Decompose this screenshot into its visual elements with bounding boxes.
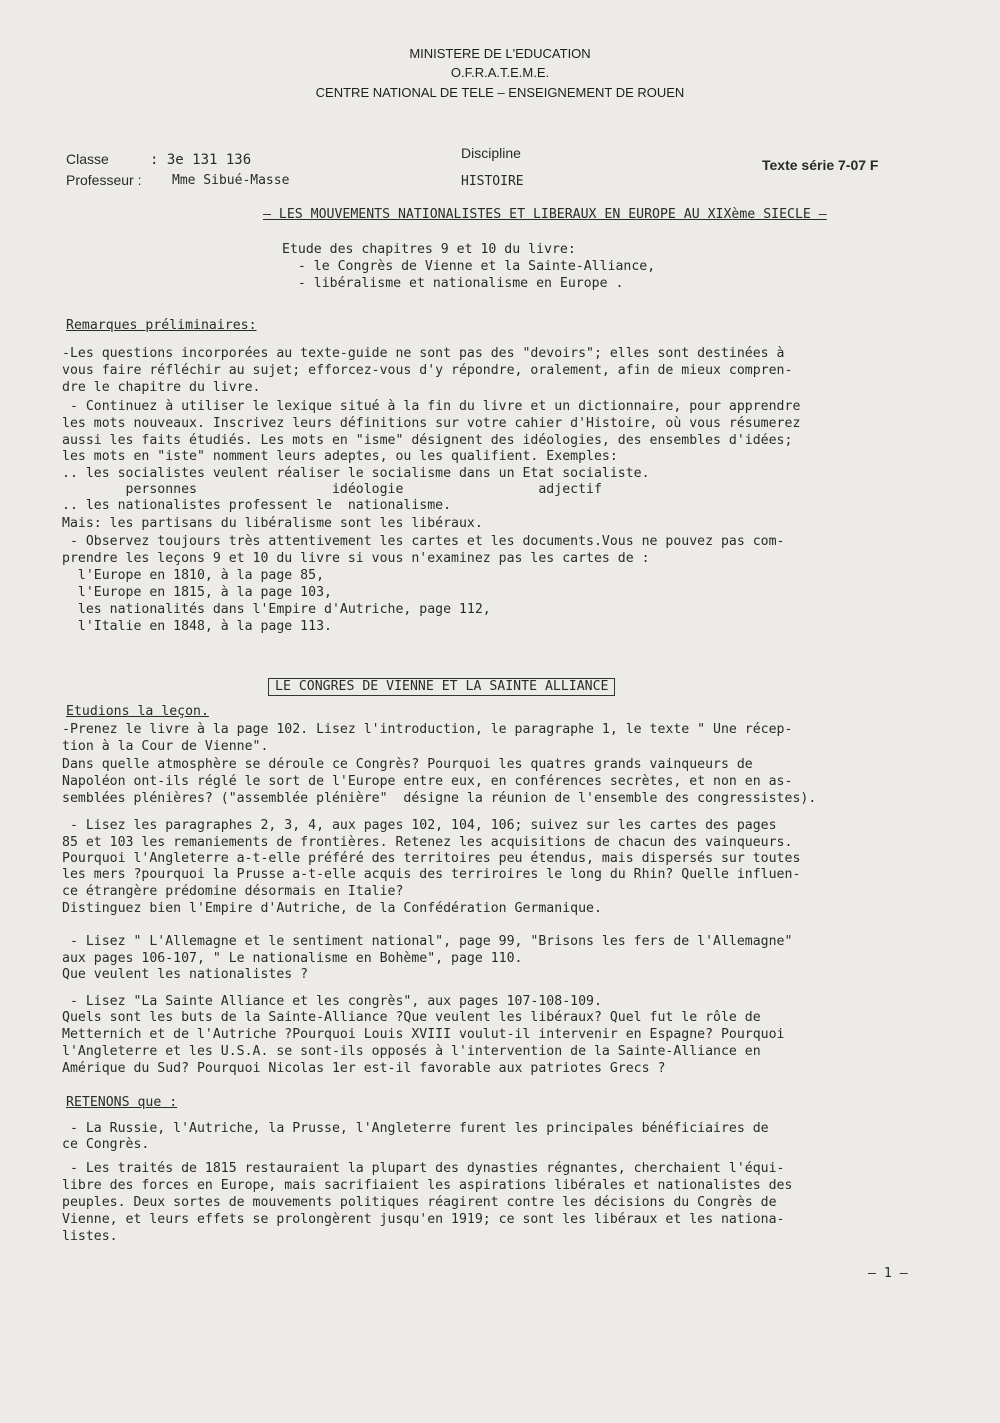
remarks-line: les mots nouveaux. Inscrivez leurs définitions sur votre cahier d'Histoire, où vous résumerez xyxy=(62,416,801,431)
lesson-line: Que veulent les nationalistes ? xyxy=(62,967,309,982)
remarks-heading: Remarques préliminaires: xyxy=(66,318,257,333)
retenons-line: listes. xyxy=(62,1229,118,1244)
lesson-heading: Etudions la leçon. xyxy=(66,704,209,719)
lesson-line: Metternich et de l'Autriche ?Pourquoi Louis XVIII voulut-il intervenir en Espagne? Pourquoi xyxy=(62,1027,785,1042)
remarks-line: vous faire réfléchir au sujet; efforcez-vous d'y répondre, oralement, afin de mieux compren- xyxy=(62,363,793,378)
remarks-line: .. les socialistes veulent réaliser le socialisme dans un Etat socialiste. xyxy=(62,466,650,481)
discipline-label: Discipline xyxy=(461,145,521,161)
lesson-line: - Lisez "La Sainte Alliance et les congrès", aux pages 107-108-109. xyxy=(62,994,602,1009)
retenons-line: - Les traités de 1815 restauraient la plupart des dynasties régnantes, cherchaient l'équi- xyxy=(62,1161,785,1176)
lesson-line: Napoléon ont-ils réglé le sort de l'Europe entre eux, en conférences secrètes, et non en as- xyxy=(62,774,793,789)
lesson-line: Distinguez bien l'Empire d'Autriche, de la Confédération Germanique. xyxy=(62,901,602,916)
discipline-value: HISTOIRE xyxy=(461,174,524,189)
lesson-line: 85 et 103 les remaniements de frontières. Retenez les acquisitions de chacun des vainqueurs. xyxy=(62,835,793,850)
remarks-line: dre le chapitre du livre. xyxy=(62,380,261,395)
retenons-line: libre des forces en Europe, mais sacrifiaient les aspirations libérales et nationalistes des xyxy=(62,1178,793,1193)
classe-label: Classe xyxy=(66,151,109,167)
lesson-line: ce étrangère prédomine désormais en Italie? xyxy=(62,884,404,899)
document-title: – LES MOUVEMENTS NATIONALISTES ET LIBERAUX EN EUROPE AU XIXème SIECLE – xyxy=(263,207,827,222)
section-title: LE CONGRES DE VIENNE ET LA SAINTE ALLIANCE xyxy=(268,678,615,696)
intro-line: - libéralisme et nationalisme en Europe . xyxy=(282,276,624,291)
remarks-line: - Observez toujours très attentivement les cartes et les documents.Vous ne pouvez pas com- xyxy=(62,534,785,549)
serie-label: Texte série 7-07 F xyxy=(762,157,879,173)
office-heading: O.F.R.A.T.E.M.E. xyxy=(450,65,550,80)
retenons-heading: RETENONS que : xyxy=(66,1095,178,1110)
remarks-line: l'Europe en 1815, à la page 103, xyxy=(62,585,332,600)
lesson-line: Quels sont les buts de la Sainte-Alliance ?Que veulent les libéraux? Quel fut le rôle de xyxy=(62,1010,761,1025)
lesson-line: Amérique du Sud? Pourquoi Nicolas 1er est-il favorable aux patriotes Grecs ? xyxy=(62,1061,666,1076)
lesson-line: l'Angleterre et les U.S.A. se sont-ils opposés à l'intervention de la Sainte-Alliance en xyxy=(62,1044,761,1059)
professeur-value: Mme Sibué-Masse xyxy=(172,173,290,188)
lesson-line: -Prenez le livre à la page 102. Lisez l'introduction, le paragraphe 1, le texte " Une récep- xyxy=(62,722,793,737)
retenons-line: - La Russie, l'Autriche, la Prusse, l'Angleterre furent les principales bénéficiaires de xyxy=(62,1121,769,1136)
page-number: – 1 – xyxy=(868,1266,908,1281)
lesson-line: les mers ?pourquoi la Prusse a-t-elle acquis des terriroires le long du Rhin? Quelle influen- xyxy=(62,867,801,882)
remarks-line: l'Europe en 1810, à la page 85, xyxy=(62,568,325,583)
ministry-heading: MINISTERE DE L'EDUCATION xyxy=(409,46,591,61)
lesson-line: semblées plénières? ("assemblée plénière" désigne la réunion de l'ensemble des congressistes). xyxy=(62,791,817,806)
remarks-line: -Les questions incorporées au texte-guide ne sont pas des "devoirs"; elles sont destinées à xyxy=(62,346,785,361)
lesson-line: - Lisez " L'Allemagne et le sentiment national", page 99, "Brisons les fers de l'Allemagne" xyxy=(62,934,793,949)
intro-line: Etude des chapitres 9 et 10 du livre: xyxy=(282,242,576,257)
remarks-line: .. les nationalistes professent le nationalisme. xyxy=(62,498,452,513)
retenons-line: peuples. Deux sortes de mouvements politiques réagirent contre les décisions du Congrès de xyxy=(62,1195,777,1210)
remarks-line: aussi les faits étudiés. Les mots en "isme" désignent des idéologies, des ensembles d'idées; xyxy=(62,433,793,448)
retenons-line: ce Congrès. xyxy=(62,1137,150,1152)
lesson-line: - Lisez les paragraphes 2, 3, 4, aux pages 102, 104, 106; suivez sur les cartes des pages xyxy=(62,818,777,833)
professeur-label: Professeur : xyxy=(66,172,142,188)
remarks-line: prendre les leçons 9 et 10 du livre si vous n'examinez pas les cartes de : xyxy=(62,551,650,566)
lesson-line: tion à la Cour de Vienne". xyxy=(62,739,269,754)
lesson-line: Pourquoi l'Angleterre a-t-elle préféré des territoires peu étendus, mais dispersés sur toutes xyxy=(62,851,801,866)
lesson-line: Dans quelle atmosphère se déroule ce Congrès? Pourquoi les quatres grands vainqueurs de xyxy=(62,757,753,772)
intro-line: - le Congrès de Vienne et la Sainte-Alliance, xyxy=(282,259,656,274)
remarks-line: les mots en "iste" nomment leurs adeptes, ou les qualifient. Exemples: xyxy=(62,449,618,464)
centre-heading: CENTRE NATIONAL DE TELE – ENSEIGNEMENT DE ROUEN xyxy=(315,85,685,100)
remarks-line: les nationalités dans l'Empire d'Autriche, page 112, xyxy=(62,602,491,617)
retenons-line: Vienne, et leurs effets se prolongèrent jusqu'en 1919; ce sont les libéraux et les nationa- xyxy=(62,1212,785,1227)
remarks-line: - Continuez à utiliser le lexique situé à la fin du livre et un dictionnaire, pour apprendre xyxy=(62,399,801,414)
remarks-line: Mais: les partisans du libéralisme sont les libéraux. xyxy=(62,516,483,531)
classe-value: : 3e 131 136 xyxy=(150,152,252,168)
remarks-line: personnes idéologie adjectif xyxy=(62,482,602,497)
lesson-line: aux pages 106-107, " Le nationalisme en Bohème", page 110. xyxy=(62,951,523,966)
remarks-line: l'Italie en 1848, à la page 113. xyxy=(62,619,332,634)
